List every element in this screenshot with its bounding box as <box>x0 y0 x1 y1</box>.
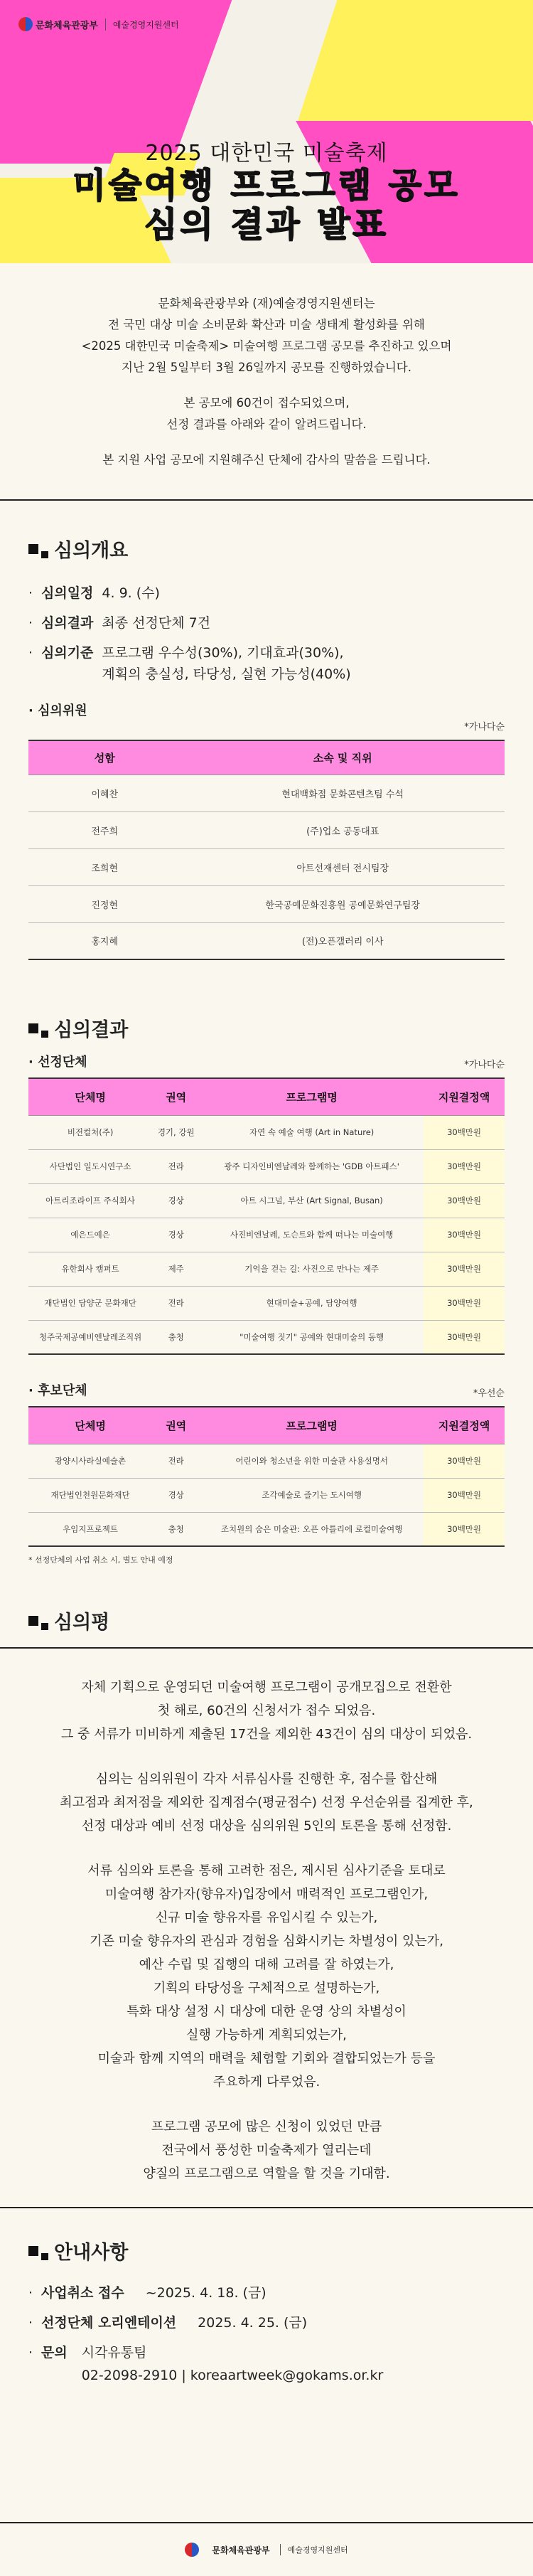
notice-value <box>82 2341 384 2387</box>
square-bullet-icon <box>28 1023 38 1033</box>
cell-region: 경상 <box>152 1218 200 1252</box>
committee-org: 아트선재센터 전시팀장 <box>181 848 505 885</box>
section-title <box>28 1607 505 1634</box>
cell-region: 전라 <box>152 1149 200 1183</box>
footer <box>0 2522 533 2576</box>
review-line: 심의는 심의위원이 각자 서류심사를 진행한 후, 점수를 합산해 <box>95 1772 438 1787</box>
review-line: 양질의 프로그램으로 역할을 할 것을 기대함. <box>143 2166 390 2181</box>
table-row <box>28 1320 505 1354</box>
reserve-label-text: 후보단체 <box>38 1383 87 1398</box>
table-row <box>28 885 505 922</box>
cell-name: 비전컬처(주) <box>28 1115 152 1149</box>
overview-row <box>28 612 505 634</box>
review-line: 프로그램 공모에 많은 신청이 있었던 만큼 <box>151 2119 382 2134</box>
table-row <box>28 775 505 811</box>
review-paragraph <box>28 2115 505 2186</box>
overview-value-line: 프로그램 우수성(30%), 기대효과(30%), <box>102 645 344 661</box>
cell-name: 광양시사라실예술촌 <box>28 1444 152 1478</box>
notice-row <box>28 2282 505 2304</box>
cell-region: 제주 <box>152 1252 200 1286</box>
committee-header <box>28 701 505 719</box>
divider <box>0 2207 533 2208</box>
table-row <box>28 1286 505 1320</box>
overview-section <box>0 535 533 960</box>
hero-title-line1: 미술여행 프로그램 공모 <box>72 166 461 206</box>
notice-value: 2025. 4. 25. (금) <box>198 2315 308 2331</box>
notice-value: ~2025. 4. 18. (금) <box>145 2285 266 2301</box>
ministry-logo <box>18 17 98 31</box>
hero-banner <box>0 0 533 263</box>
cell-region: 충청 <box>152 1320 200 1354</box>
intro-line: 본 공모에 60건이 접수되었으며, <box>183 396 350 410</box>
cell-amount: 30백만원 <box>424 1512 505 1546</box>
review-line: 선정 대상과 예비 선정 대상을 심의위원 5인의 토론을 통해 선정함. <box>81 1819 452 1833</box>
cell-region: 경기, 강원 <box>152 1115 200 1149</box>
review-paragraph <box>28 1859 505 2094</box>
notice-row <box>28 2341 505 2387</box>
intro-line: 지난 2월 5일부터 3월 26일까지 공모를 진행하였습니다. <box>122 361 411 374</box>
cell-program: 사진비엔날레, 도슨트와 함께 떠나는 미술여행 <box>200 1218 424 1252</box>
cell-name: 아트리조라이프 주식회사 <box>28 1183 152 1218</box>
committee-name: 이혜찬 <box>28 775 181 811</box>
overview-key: 심의기준 <box>41 645 94 661</box>
review-line: 실행 가능하게 계획되었는가, <box>186 2028 347 2043</box>
cell-program: 조치원의 숨은 미술관: 오픈 아틀리에 로컬미술여행 <box>200 1512 424 1546</box>
table-header: 프로그램명 <box>200 1407 424 1444</box>
sort-note: *우선순 <box>473 1388 505 1399</box>
arte-logo-text: 예술경영지원센터 <box>105 18 179 31</box>
notice-row <box>28 2311 505 2334</box>
committee-name: 홍지혜 <box>28 922 181 959</box>
table-row <box>28 848 505 885</box>
square-bullet-icon <box>28 2246 38 2256</box>
cell-region: 전라 <box>152 1286 200 1320</box>
square-bullet-icon <box>41 2253 48 2260</box>
review-section-header <box>0 1607 533 1634</box>
review-line: 첫 해로, 60건의 신청서가 접수 되었음. <box>157 1703 376 1718</box>
cell-amount: 30백만원 <box>424 1115 505 1149</box>
table-header: 지원결정액 <box>424 1078 505 1115</box>
arte-logo-text: 예술경영지원센터 <box>280 2544 348 2555</box>
section-title-text: 안내사항 <box>54 2242 129 2264</box>
reserve-header <box>28 1380 505 1399</box>
committee-label: · 심의위원 <box>28 703 87 718</box>
review-line: 주요하게 다루었음. <box>212 2075 321 2090</box>
hero-subtitle: 2025 대한민국 미술축제 <box>145 141 388 166</box>
cell-amount: 30백만원 <box>424 1149 505 1183</box>
review-paragraph <box>28 1767 505 1838</box>
cell-amount: 30백만원 <box>424 1218 505 1252</box>
notice-key: 사업취소 접수 <box>41 2285 124 2301</box>
ministry-emblem-icon <box>18 17 33 31</box>
notice-key: 선정단체 오리엔테이션 <box>41 2315 177 2331</box>
cell-program: 광주 디자인비엔날레와 함께하는 'GDB 아트패스' <box>200 1149 424 1183</box>
intro-paragraph <box>28 293 505 378</box>
cell-name: 사단법인 일도시연구소 <box>28 1149 152 1183</box>
cell-region: 경상 <box>152 1478 200 1512</box>
cell-name: 우임지프로젝트 <box>28 1512 152 1546</box>
sort-note: *가나다순 <box>464 1060 505 1070</box>
notice-list <box>28 2282 505 2387</box>
cell-region: 전라 <box>152 1444 200 1478</box>
reserve-table <box>28 1406 505 1547</box>
table-header: 단체명 <box>28 1407 152 1444</box>
section-title-text: 심의평 <box>54 1612 110 1634</box>
overview-key: 심의결과 <box>41 615 94 631</box>
cell-program: 현대미술+공예, 담양여행 <box>200 1286 424 1320</box>
committee-org: (주)업소 공동대표 <box>181 811 505 848</box>
bullet-dot-icon: · <box>28 615 33 631</box>
committee-table <box>28 740 505 960</box>
cell-program: 자연 속 예술 여행 (Art in Nature) <box>200 1115 424 1149</box>
reserve-label: · 후보단체 <box>28 1383 87 1398</box>
cell-name: 유한회사 캠퍼트 <box>28 1252 152 1286</box>
cell-program: 어린이와 청소년을 위한 미술관 사용설명서 <box>200 1444 424 1478</box>
table-header-row <box>28 1407 505 1444</box>
section-title <box>28 1014 505 1042</box>
review-line: 미술여행 참가자(향유자)입장에서 매력적인 프로그램인가, <box>104 1887 429 1902</box>
cell-name: 예은드예은 <box>28 1218 152 1252</box>
overview-list <box>28 582 505 685</box>
contact-info[interactable]: 02-2098-2910 | koreaartweek@gokams.or.kr <box>81 2368 384 2383</box>
overview-row <box>28 642 505 685</box>
cell-program: 아트 시그널, 부산 (Art Signal, Busan) <box>200 1183 424 1218</box>
table-header: 소속 및 직위 <box>181 740 505 775</box>
cell-program: 조각예술로 즐기는 도시여행 <box>200 1478 424 1512</box>
committee-note-wrap <box>28 719 505 733</box>
hero-titles <box>0 135 533 245</box>
bullet-dot-icon: · <box>28 645 33 661</box>
cell-amount: 30백만원 <box>424 1320 505 1354</box>
review-line: 기존 미술 향유자의 관심과 경험을 심화시키는 차별성이 있는가, <box>90 1934 443 1949</box>
table-header-row <box>28 740 505 775</box>
bullet-dot-icon: · <box>28 2285 33 2301</box>
review-line: 전국에서 풍성한 미술축제가 열리는데 <box>161 2143 372 2158</box>
intro-paragraph <box>28 449 505 471</box>
section-title-text: 심의개요 <box>54 540 129 562</box>
selected-table <box>28 1077 505 1355</box>
intro-line: 본 지원 사업 공모에 지원해주신 단체에 감사의 말씀을 드립니다. <box>102 453 431 467</box>
section-title <box>28 535 505 563</box>
selected-header <box>28 1052 505 1070</box>
table-header: 성함 <box>28 740 181 775</box>
decor-yellow-shape <box>298 0 533 121</box>
notice-key: 문의 <box>41 2345 68 2361</box>
square-bullet-icon <box>28 544 38 554</box>
notice-section <box>0 2237 533 2387</box>
section-title-text: 심의결과 <box>54 1019 129 1041</box>
review-line: 자체 기획으로 운영되던 미술여행 프로그램이 공개모집으로 전환한 <box>81 1680 452 1695</box>
table-header: 프로그램명 <box>200 1078 424 1115</box>
cell-region: 충청 <box>152 1512 200 1546</box>
table-header: 권역 <box>152 1078 200 1115</box>
table-header: 단체명 <box>28 1078 152 1115</box>
cell-amount: 30백만원 <box>424 1478 505 1512</box>
review-line: 서류 심의와 토론을 통해 고려한 점은, 제시된 심사기준을 토대로 <box>87 1863 446 1878</box>
committee-name: 조희현 <box>28 848 181 885</box>
table-row <box>28 1252 505 1286</box>
table-row <box>28 1183 505 1218</box>
review-line: 특화 대상 설정 시 대상에 대한 운영 상의 차별성이 <box>126 2004 407 2019</box>
review-paragraph <box>28 1676 505 1746</box>
ministry-logo-text: 문화체육관광부 <box>36 20 98 31</box>
selected-label: · 선정단체 <box>28 1055 87 1070</box>
table-row <box>28 1478 505 1512</box>
square-bullet-icon <box>41 1623 48 1630</box>
review-line: 기획의 타당성을 구체적으로 설명하는가, <box>153 1981 380 1996</box>
divider <box>0 499 533 501</box>
results-section <box>0 1014 533 1565</box>
cell-amount: 30백만원 <box>424 1444 505 1478</box>
intro-line: <2025 대한민국 미술축제> 미술여행 프로그램 공모를 추진하고 있으며 <box>81 339 452 353</box>
cell-program: "미술여행 짓기" 공예와 현대미술의 동행 <box>200 1320 424 1354</box>
square-bullet-icon <box>41 1031 48 1038</box>
square-bullet-icon <box>41 551 48 558</box>
intro-paragraph <box>28 393 505 435</box>
cell-name: 재단법인 담양군 문화재단 <box>28 1286 152 1320</box>
review-line: 예산 수립 및 집행의 대해 고려를 잘 하였는가, <box>139 1957 394 1972</box>
review-line: 미술과 함께 지역의 매력을 체험할 기회와 결합되었는가 등을 <box>97 2051 436 2066</box>
table-row <box>28 1149 505 1183</box>
ministry-emblem-icon <box>185 2543 199 2557</box>
cell-program: 기억을 걷는 길: 사진으로 만나는 제주 <box>200 1252 424 1286</box>
review-line: 그 중 서류가 미비하게 제출된 17건을 제외한 43건이 심의 대상이 되었음. <box>60 1727 473 1742</box>
cell-name: 청주국제공예비엔날레조직위 <box>28 1320 152 1354</box>
ministry-logo-text: 문화체육관광부 <box>212 2545 270 2555</box>
cell-amount: 30백만원 <box>424 1252 505 1286</box>
bullet-dot-icon: · <box>28 585 33 601</box>
bullet-dot-icon: · <box>28 2315 33 2331</box>
committee-name: 진정현 <box>28 885 181 922</box>
table-row <box>28 1512 505 1546</box>
notice-value-line: 시각유통팀 <box>81 2345 147 2361</box>
overview-value-line: 계획의 충실성, 타당성, 실현 가능성(40%) <box>102 666 351 682</box>
overview-value: 최종 선정단체 7건 <box>102 615 211 631</box>
logo-bar <box>18 17 179 31</box>
table-header: 권역 <box>152 1407 200 1444</box>
cell-amount: 30백만원 <box>424 1286 505 1320</box>
overview-key: 심의일정 <box>41 585 94 601</box>
overview-row <box>28 582 505 604</box>
intro-text <box>0 263 533 471</box>
bullet-dot-icon: · <box>28 2345 33 2361</box>
overview-value: 4. 9. (수) <box>102 585 160 601</box>
table-row <box>28 811 505 848</box>
table-header: 지원결정액 <box>424 1407 505 1444</box>
table-row <box>28 1444 505 1478</box>
cell-region: 경상 <box>152 1183 200 1218</box>
sort-note: *가나다순 <box>464 722 505 733</box>
table-header-row <box>28 1078 505 1115</box>
committee-label-text: 심의위원 <box>38 703 87 718</box>
review-text <box>0 1649 533 2186</box>
cell-amount: 30백만원 <box>424 1183 505 1218</box>
review-line: 신규 미술 향유자를 유입시킬 수 있는가, <box>155 1910 378 1925</box>
committee-org: 한국공예문화진흥원 공예문화연구팀장 <box>181 885 505 922</box>
committee-name: 전주희 <box>28 811 181 848</box>
table-row <box>28 922 505 959</box>
section-title <box>28 2237 505 2264</box>
selected-label-text: 선정단체 <box>38 1055 87 1070</box>
table-row <box>28 1218 505 1252</box>
hero-title-line2: 심의 결과 발표 <box>144 205 389 245</box>
cell-name: 재단법인천원문화재단 <box>28 1478 152 1512</box>
intro-line: 선정 결과를 아래와 같이 알려드립니다. <box>166 417 367 431</box>
intro-line: 전 국민 대상 미술 소비문화 확산과 미술 생태계 활성화를 위해 <box>108 318 425 331</box>
review-line: 최고점과 최저점을 제외한 집계점수(평균점수) 선정 우선순위를 집계한 후, <box>60 1795 473 1810</box>
committee-org: 현대백화점 문화콘텐츠팀 수석 <box>181 775 505 811</box>
committee-org: (전)오픈갤러리 이사 <box>181 922 505 959</box>
square-bullet-icon <box>28 1616 38 1626</box>
footnote: * 선정단체의 사업 취소 시, 별도 안내 예정 <box>28 1555 173 1565</box>
overview-value <box>102 642 350 685</box>
intro-line: 문화체육관광부와 (재)예술경영지원센터는 <box>158 297 375 310</box>
table-row <box>28 1115 505 1149</box>
